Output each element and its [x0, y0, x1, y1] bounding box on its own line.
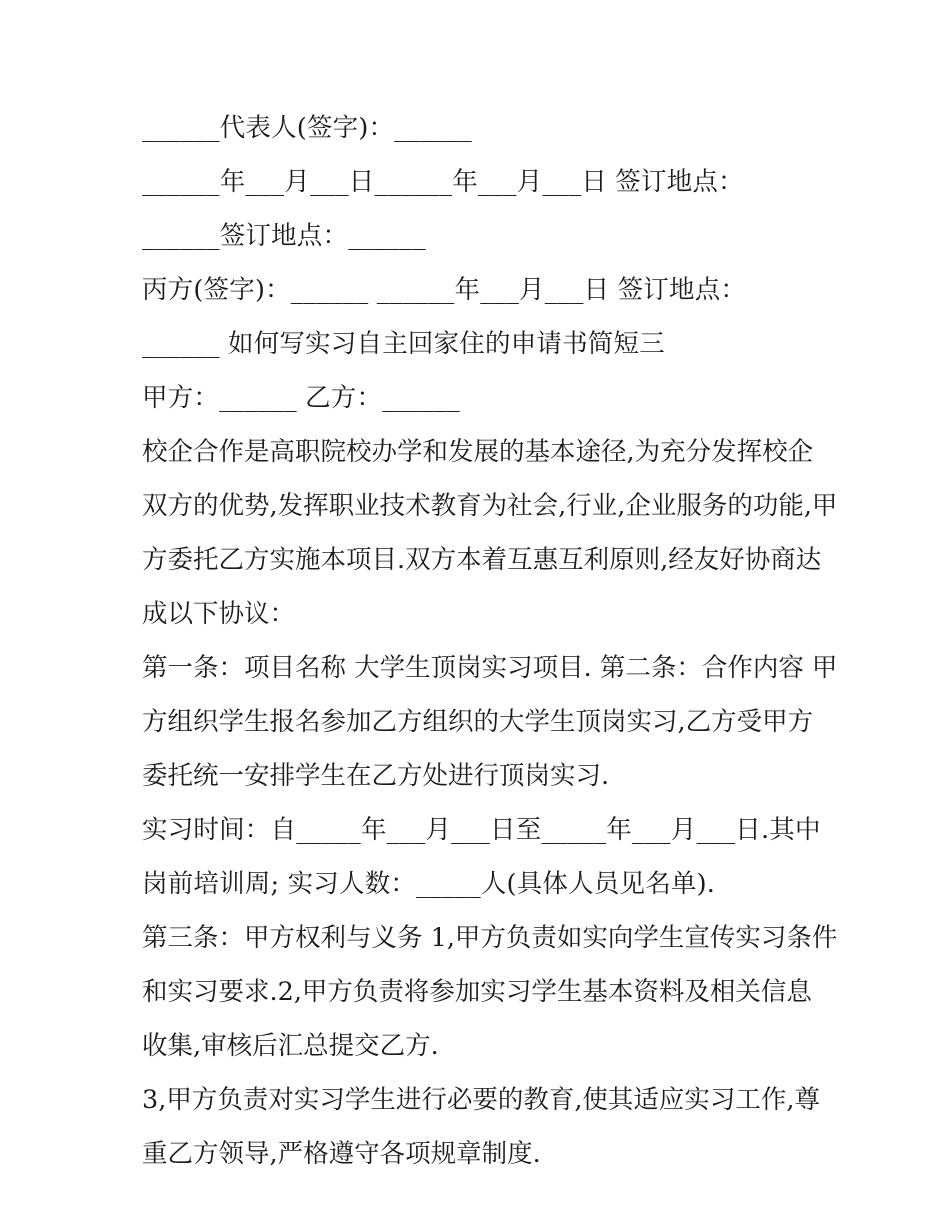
internship-headcount-line: 岗前培训周; 实习人数：_____人(具体人员见名单).: [142, 869, 716, 899]
article-one-line-2: 方组织学生报名参加乙方组织的大学生顶岗实习,乙方受甲方: [142, 707, 814, 737]
signature-date-line: ______年___月___日______年___月___日 签订地点：: [142, 167, 744, 197]
preamble-line-1: 校企合作是高职院校办学和发展的基本途径,为充分发挥校企: [142, 437, 814, 467]
article-three-line-3: 收集,审核后汇总提交乙方.: [142, 1031, 439, 1061]
article-one-line-1: 第一条：项目名称 大学生顶岗实习项目. 第二条：合作内容 甲: [142, 653, 838, 683]
article-one-line-3: 委托统一安排学生在乙方处进行顶岗实习.: [142, 761, 610, 791]
article-three-item3-line-1: 3,甲方负责对实习学生进行必要的教育,使其适应实习工作,尊: [142, 1085, 821, 1115]
preamble-line-2: 双方的优势,发挥职业技术教育为社会,行业,企业服务的功能,甲: [142, 491, 838, 521]
internship-period-line: 实习时间：自_____年___月___日至_____年___月___日.其中: [142, 815, 821, 845]
party-a-party-b-line: 甲方：______ 乙方：______: [142, 383, 460, 413]
document-text-body: [142, 101, 838, 1181]
party-c-signature-line: 丙方(签字)：______ ______年___月___日 签订地点：: [142, 275, 747, 305]
article-three-item3-line-2: 重乙方领导,严格遵守各项规章制度.: [142, 1139, 541, 1169]
preamble-line-4: 成以下协议：: [142, 599, 296, 629]
preamble-line-3: 方委托乙方实施本项目.双方本着互惠互利原则,经友好协商达: [142, 545, 822, 575]
section-heading-application-line: ______ 如何写实习自主回家住的申请书简短三: [142, 329, 665, 359]
article-three-line-2: 和实习要求.2,甲方负责将参加实习学生基本资料及相关信息: [142, 977, 812, 1007]
signature-representative-line: ______代表人(签字)：______: [142, 113, 472, 143]
signing-location-line: ______签订地点：______: [142, 221, 426, 251]
article-three-line-1: 第三条：甲方权利与义务 1,甲方负责如实向学生宣传实习条件: [142, 923, 838, 953]
